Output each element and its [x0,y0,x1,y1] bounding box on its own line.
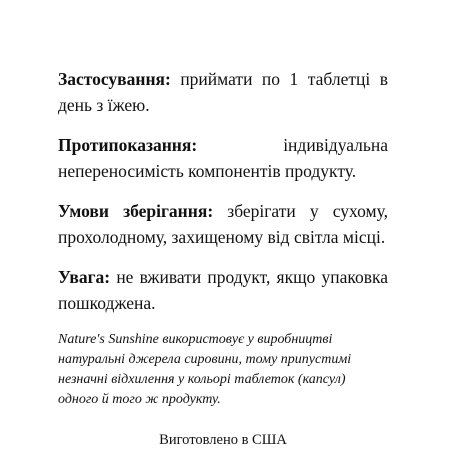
storage-label: Умови зберігання: [58,201,214,221]
made-in-label: Виготовлено в США [159,432,287,448]
contraindications-section [58,132,388,184]
storage-section [58,198,388,250]
usage-label: Застосування: [58,69,171,89]
contraindications-text: індивідуальна непереносимість компонентів продукту. [58,135,388,181]
usage-section [58,66,388,118]
storage-text: зберігати у сухому, прохолодному, захищеному від світла місці. [58,201,388,247]
warning-section [58,264,388,316]
usage-text: приймати по 1 таблетці в день з їжею. [58,69,388,115]
contraindications-label: Протипоказання: [58,135,198,155]
product-info-text [58,66,388,450]
warning-label: Увага: [58,267,111,287]
manufacturer-note: Nature's Sunshine використовує у виробництві натуральні джерела сировини, тому припустимі незначні відхилення у кольорі таблеток (капсул) одного й того ж продукту. [58,332,352,407]
warning-text: не вживати продукт, якщо упаковка пошкоджена. [58,267,388,313]
